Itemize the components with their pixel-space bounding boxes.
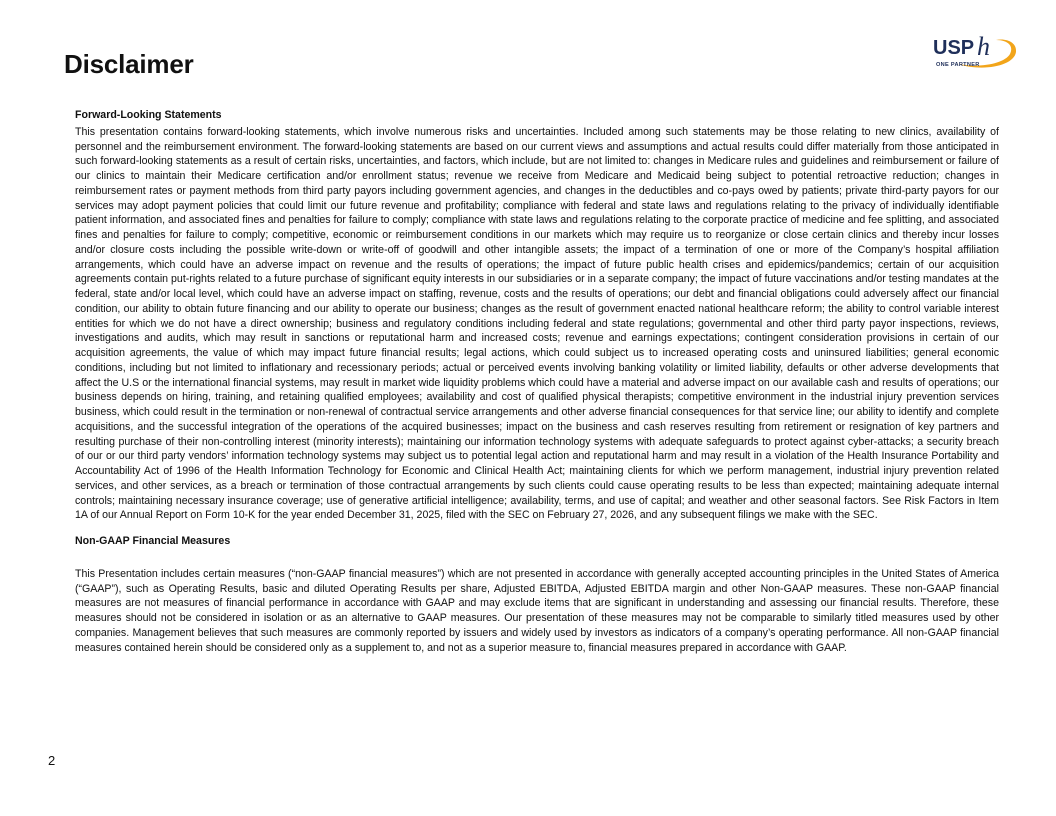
usph-logo-icon [928,28,1020,74]
section-body: This presentation contains forward-looking statements, which involve numerous risks and uncertainties. Included among such statements may be those relating to new clinics, availability of personnel and the reimbursement environment. The forward-looking statements are based on our current views and assumptions and actual results could differ materially from those anticipated in such forward-looking statements as a result of certain risks, uncertainties, and factors, which include, but are not limited to: changes in Medicare rules and guidelines and reimbursement or failure of our clinics to maintain their Medicare certification and/or enrollment status; revenue we receive from Medicare and Medicaid being subject to potential retroactive reduction; changes in reimbursement rates or payment methods from third party payors including government agencies, and changes in the deductibles and co-pays owed by patients; private third-party payors for our services may adopt payment policies that could limit our future revenue and profitability; compliance with federal and state laws and regulations relating to the privacy of individually identifiable patient information, and associated fines and penalties for failure to comply; compliance with state laws and regulations relating to the corporate practice of medicine and fee splitting, and associated fines and penalties for failure to comply; competitive, economic or reimbursement conditions in our markets which may require us to reorganize or close certain clinics and thereby incur losses and/or closure costs including the possible write-down or write-off of goodwill and other intangible assets; the impact of a termination of one or more of the Company’s hospital affiliation arrangements, which could have an adverse impact on revenue and the results of operations; the impact of future public health crises and epidemics/pandemics; certain of our acquisition agreements contain put-rights related to a future purchase of significant equity interests in our subsidiaries or in a separate company; the impact of future vaccinations and/or testing mandates at the federal, state and/or local level, which could have an adverse impact on staffing, revenue, costs and the results of operations; our debt and financial obligations could adversely affect our financial condition, our ability to obtain future financing and our ability to operate our business; changes as the result of government enacted national healthcare reform; the ability to control variable interest entities for which we do not have a direct ownership; business and regulatory conditions including federal and state regulations; governmental and other third party payor inspections, reviews, investigations and audits, which may result in sanctions or reputational harm and increased costs; revenue and earnings expectations; contingent consideration provisions in certain of our acquisition agreements, the value of which may impact future financial results; legal actions, which could subject us to increased operating costs and uninsured liabilities; general economic conditions, including but not limited to inflationary and recessionary periods; actual or perceived events involving banking volatility or limited liability, defaults or other adverse developments that affect the U.S or the international financial systems, may result in market wide liquidity problems which could have a material and adverse impact on our available cash and results of operations; our business depends on hiring, training, and retaining qualified employees; availability and cost of qualified physical therapists; competitive environment in the industrial injury prevention services business, which could result in the termination or non-renewal of contractual service arrangements and other adverse financial consequences for that service line; our ability to identify and complete acquisitions, and the successful integration of the operations of the acquired businesses; impact on the business and cash reserves resulting from retirement or resignation of key partners and resulting purchase of their non-controlling interest (minority interests); maintaining our information technology systems with adequate safeguards to protect against cyber-attacks; a security breach of our or our third party vendors’ information technology systems may subject us to potential legal action and reputational harm and may result in a violation of the Health Insurance Portability and Accountability Act of 1996 of the Health Information Technology for Economic and Clinical Health Act; maintaining clients for which we perform management, industrial injury prevention related services, and other services, as a breach or termination of those contractual arrangements by such clients could cause operating results to be less than expected; maintaining adequate internal controls; maintaining necessary insurance coverage; use of generative artificial intelligence; availability, terms, and use of capital; and weather and other seasonal factors. See Risk Factors in Item 1A of our Annual Report on Form 10-K for the year ended December 31, 2025, filed with the SEC on February 27, 2026, and any subsequent filings we make with the SEC. [75,125,999,522]
page-title: Disclaimer [64,49,194,79]
logo-brand-prefix: USP [933,37,975,59]
logo-brand-suffix: h [977,32,990,61]
section-heading: Forward-Looking Statements [75,109,222,121]
section-heading: Non-GAAP Financial Measures [75,535,231,547]
forward-looking-section [75,108,999,523]
non-gaap-section [75,534,999,655]
disclaimer-content [75,108,999,655]
section-body: This Presentation includes certain measures (“non-GAAP financial measures”) which are not presented in accordance with generally accepted accounting principles in the United States of America (“GAAP”), such as Operating Results, basic and diluted Operating Results per share, Adjusted EBITDA, Adjusted EBITDA margin and other Non-GAAP measures. These non-GAAP financial measures are not measures of financial performance in accordance with GAAP and may exclude items that are significant in understanding and assessing our financial results. Therefore, these measures should not be considered in isolation or as an alternative to GAAP measures. Our presentation of these measures may not be comparable to similarly titled measures used by other companies. Management believes that such measures are commonly reported by issuers and widely used by investors as indicators of a company’s operating performance. All non-GAAP financial measures contained herein should be considered only as a supplement to, and not as a superior measure to, financial measures prepared in accordance with GAAP. [75,567,999,654]
logo-tagline: ONE PARTNER [936,62,980,68]
company-logo [928,28,1020,74]
page-number: 2 [48,753,56,768]
